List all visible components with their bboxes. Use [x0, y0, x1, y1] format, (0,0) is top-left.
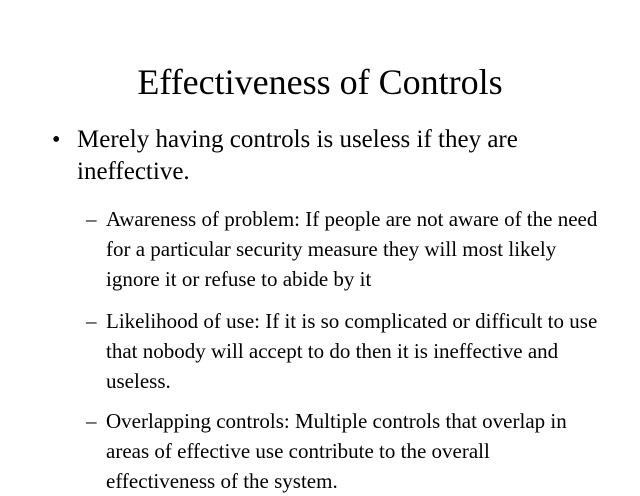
bullet-marker: • — [52, 127, 61, 153]
subitem-text: Likelihood of use: If it is so complicated or difficult to use that nobody will accept to do then it is ineffective and useless. — [106, 309, 598, 393]
subitem-text: Overlapping controls: Multiple controls that overlap in areas of effective use contribute to the overall effectiveness of the system. — [106, 409, 567, 493]
dash-marker: – — [86, 309, 97, 333]
dash-marker: – — [86, 409, 97, 433]
subitem-text: Awareness of problem: If people are not aware of the need for a particular security measure they will most likely ignore it or refuse to abide by it — [106, 207, 598, 291]
slide-title: Effectiveness of Controls — [137, 62, 503, 102]
dash-marker: – — [86, 207, 97, 231]
main-bullet-text: Merely having controls is useless if they are ineffective. — [77, 126, 518, 185]
